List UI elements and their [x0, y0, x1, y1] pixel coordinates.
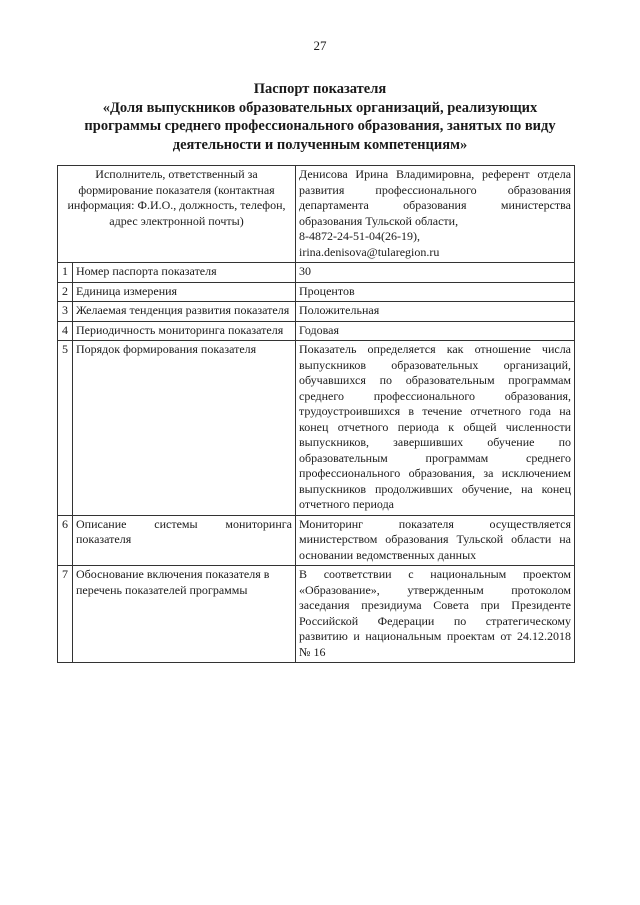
row-value: Положительная: [296, 302, 575, 322]
row-number: 4: [58, 321, 73, 341]
row-label: Порядок формирования показателя: [73, 341, 296, 516]
title-line-2: «Доля выпускников образовательных организаций, реализующих: [102, 99, 538, 116]
row-label: Обоснование включения показателя в перечень показателей программы: [73, 566, 296, 663]
row-number: 1: [58, 263, 73, 283]
responsible-email: irina.denisova@tularegion.ru: [299, 244, 440, 259]
title-line-4: деятельности и полученным компетенциям»: [172, 136, 468, 153]
row-label: Описание системы мониторинга показателя: [73, 515, 296, 566]
row-label: Желаемая тенденция развития показателя: [73, 302, 296, 322]
row-value: 30: [296, 263, 575, 283]
row-number: 5: [58, 341, 73, 516]
table-header-row: [58, 166, 575, 263]
table-row: [58, 341, 575, 516]
row-number: 6: [58, 515, 73, 566]
row-value: Процентов: [296, 282, 575, 302]
table-row: [58, 321, 575, 341]
table-row: [58, 566, 575, 663]
title-line-3: программы среднего профессионального образования, занятых по виду: [84, 118, 556, 134]
document-title: [70, 80, 570, 154]
responsible-phone: 8-4872-24-51-04(26-19),: [299, 229, 420, 243]
row-number: 2: [58, 282, 73, 302]
page-number: 27: [313, 38, 327, 53]
table-row: [58, 282, 575, 302]
row-value: В соответствии с национальным проектом «Образование», утвержденным протоколом заседания президиума Совета при Президенте Российской Федерации по стратегическому развитию и национальным проектам от 24.12.2018 № 16: [296, 566, 575, 663]
row-label: Единица измерения: [73, 282, 296, 302]
table-row: [58, 302, 575, 322]
responsible-person: Денисова Ирина Владимировна, референт отдела развития профессионального образования департамента образования министерства образования Тульской области,: [299, 167, 572, 228]
row-value: Годовая: [296, 321, 575, 341]
row-label: Номер паспорта показателя: [73, 263, 296, 283]
row-number: 7: [58, 566, 73, 663]
title-line-1: Паспорт показателя: [253, 81, 387, 97]
row-value: Показатель определяется как отношение числа выпускников образовательных организаций, обучавшихся по образовательным программам среднего профессионального образования, трудоустроившихся в течение отчетного года на конец отчетного периода к общей численности выпускников, завершивших обучение по образовательным программам среднего профессионального образования, за исключением выпускников продолживших обучение, на конец отчетного периода: [296, 341, 575, 516]
table-row: [58, 515, 575, 566]
table-row: [58, 263, 575, 283]
row-value: Мониторинг показателя осуществляется министерством образования Тульской области на основании ведомственных данных: [296, 515, 575, 566]
responsible-label: Исполнитель, ответственный за формирование показателя (контактная информация: Ф.И.О., должность, телефон, адрес электронной почты): [58, 166, 296, 263]
row-label: Периодичность мониторинга показателя: [73, 321, 296, 341]
passport-table: [57, 165, 575, 663]
row-number: 3: [58, 302, 73, 322]
responsible-value: [296, 166, 575, 263]
